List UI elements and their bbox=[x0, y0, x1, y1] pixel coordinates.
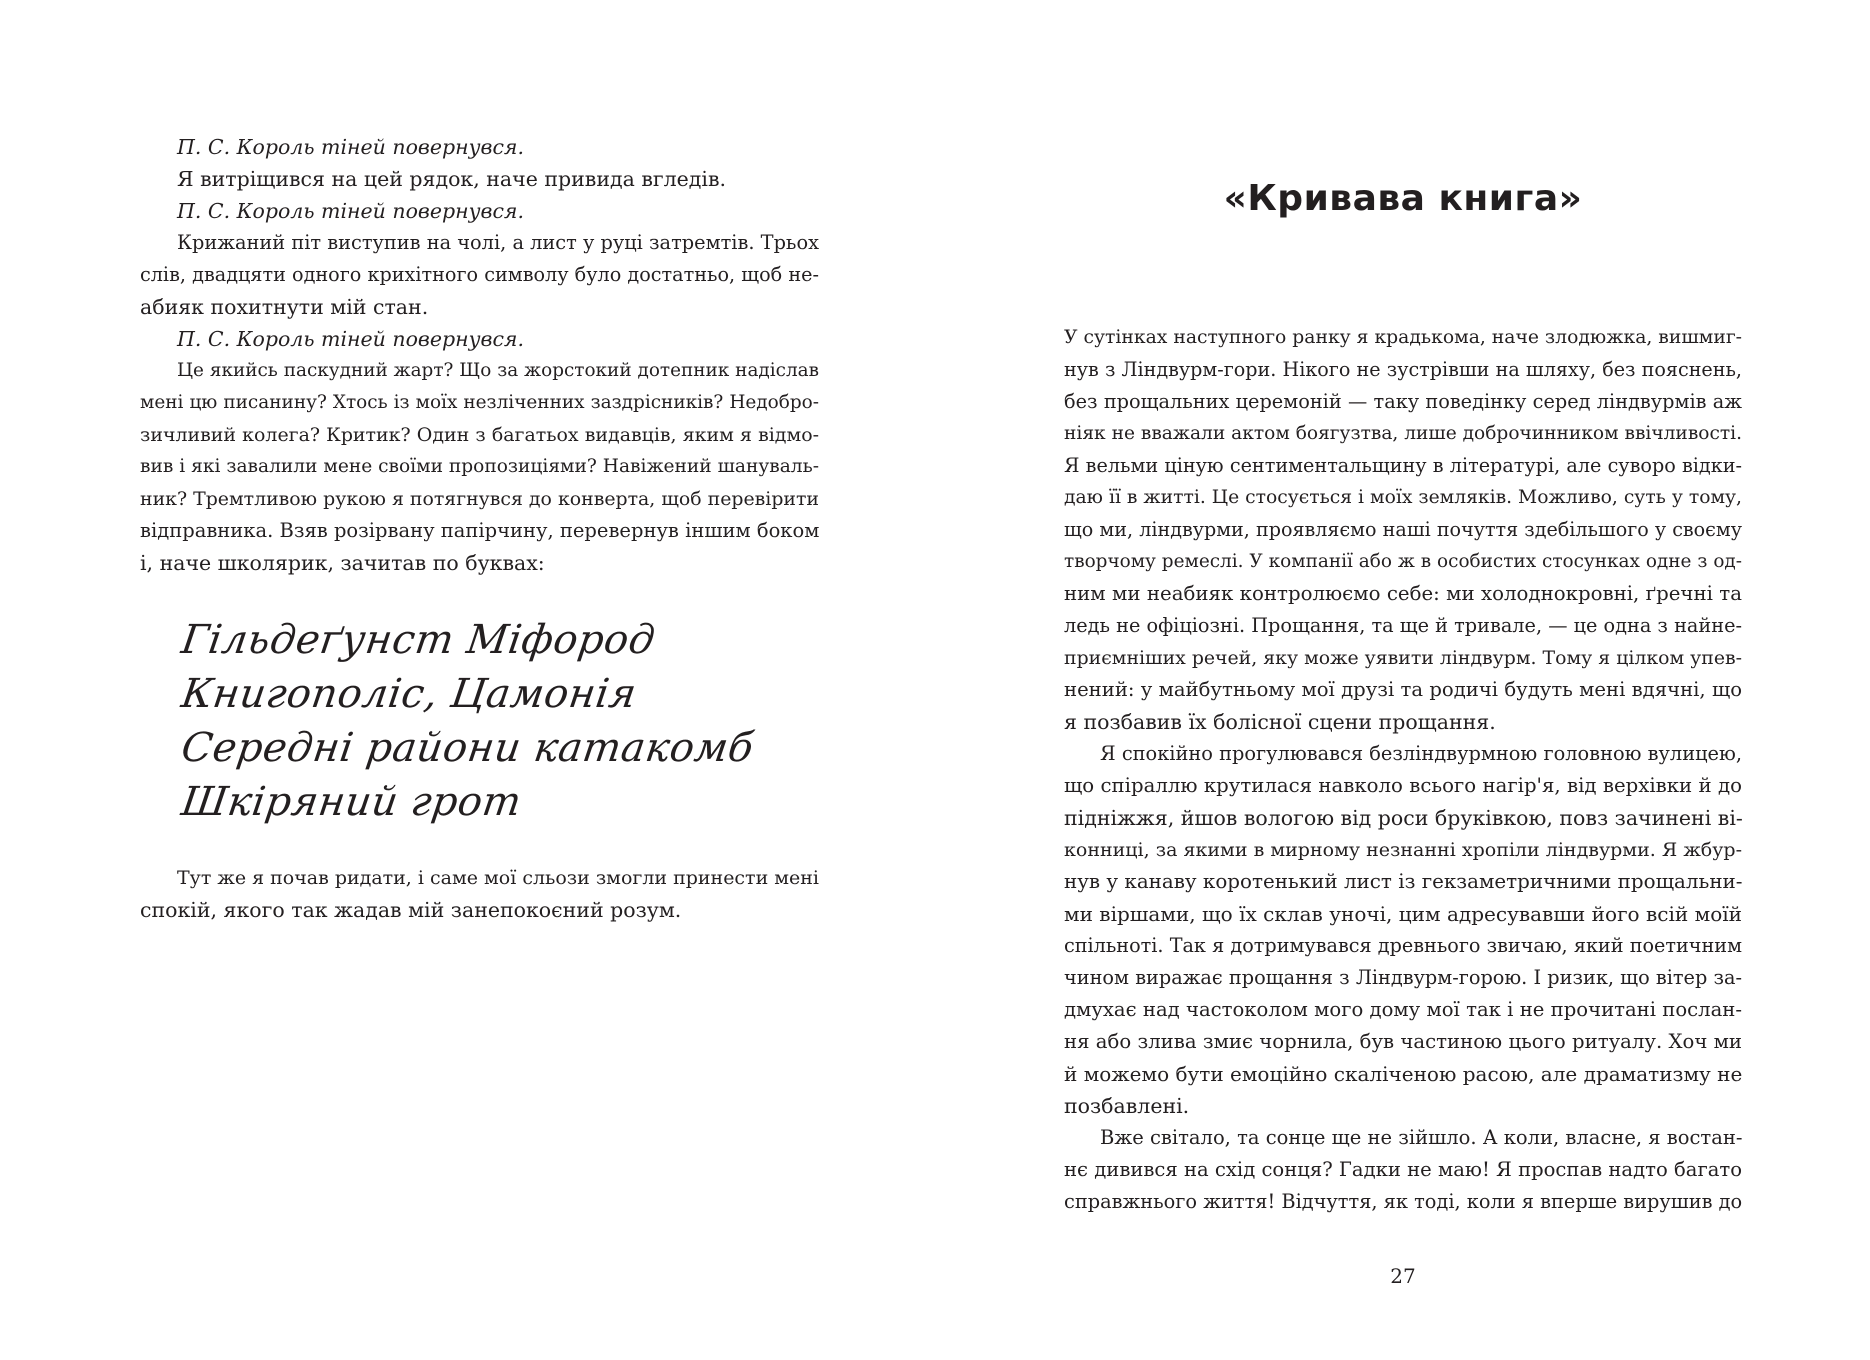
text-line: абияк похитнути мій стан. bbox=[140, 295, 429, 319]
text-line: підніжжя, йшов вологою від роси бруківкою, повз зачинені ві- bbox=[1064, 806, 1743, 830]
address-line: Середні райони катакомб bbox=[178, 725, 757, 771]
text-line: мені цю писанину? Хтось із моїх незліченних заздрісників? Недобро- bbox=[140, 392, 819, 413]
text-line: і, наче школярик, зачитав по буквах: bbox=[140, 551, 545, 575]
text-line: спільноті. Так я дотримувався древнього звичаю, який поетичним bbox=[1064, 934, 1742, 957]
text-line: нений: у майбутньому мої друзі та родичі будуть мені вдячні, що bbox=[1064, 678, 1742, 701]
ps-line: П. С. Король тіней повернувся. bbox=[177, 327, 525, 351]
text-line: дмухає над частоколом мого дому мої так і не прочитані послан- bbox=[1064, 998, 1742, 1021]
page-number: 27 bbox=[1390, 1264, 1416, 1288]
text-line: вив і які завалили мене своїми пропозиціями? Навіжений шануваль- bbox=[140, 456, 819, 477]
text-line: справжнього життя! Відчуття, як тоді, коли я вперше вирушив до bbox=[1064, 1190, 1743, 1213]
text-line: Я спокійно прогулювався безліндвурмною головною вулицею, bbox=[1100, 742, 1742, 765]
text-line: Я витріщився на цей рядок, наче привида вгледів. bbox=[177, 167, 727, 191]
text-line: зичливий колега? Критик? Один з багатьох видавців, яким я відмо- bbox=[140, 424, 819, 446]
text-line: Вже світало, та сонце ще не зійшло. А коли, власне, я востан- bbox=[1100, 1126, 1743, 1149]
text-line: нє дивився на схід сонця? Гадки не маю! Я проспав надто багато bbox=[1064, 1158, 1742, 1181]
text-line: нув у канаву коротенький лист із гекзаметричними прощальни- bbox=[1064, 870, 1743, 893]
text-line: Я вельми ціную сентиментальщину в літературі, але суворо відки- bbox=[1064, 454, 1742, 477]
text-line: без прощальних церемоній — таку поведінку серед ліндвурмів аж bbox=[1064, 390, 1742, 413]
text-line: творчому ремеслі. У компанії або ж в особистих стосунках одне з од- bbox=[1064, 551, 1742, 572]
text-line: ник? Тремтливою рукою я потягнувся до конверта, щоб перевірити bbox=[140, 488, 819, 510]
address-line: Книгополіс, Цамонія bbox=[178, 671, 640, 717]
text-line: спокій, якого так жадав мій занепокоєний розум. bbox=[140, 898, 682, 922]
text-line: Тут же я почав ридати, і саме мої сльози змогли принести мені bbox=[177, 867, 819, 889]
text-line: нув з Ліндвурм-гори. Нікого не зустрівши на шляху, без пояснень, bbox=[1064, 358, 1742, 381]
ps-line: П. С. Король тіней повернувся. bbox=[177, 135, 525, 159]
text-line: У сутінках наступного ранку я крадькома, наче злодюжка, вишмиг- bbox=[1064, 327, 1743, 348]
text-line: конниці, за якими в мирному незнанні хропіли ліндвурми. Я жбур- bbox=[1064, 839, 1742, 861]
address-line: Шкіряний грот bbox=[178, 779, 525, 825]
text-line: Крижаний піт виступив на чолі, а лист у руці затремтів. Трьох bbox=[177, 231, 819, 254]
address-line: Гільдеґунст Міфород bbox=[178, 617, 659, 663]
ps-line: П. С. Король тіней повернувся. bbox=[177, 199, 525, 223]
text-line: відправника. Взяв розірвану папірчину, перевернув іншим боком bbox=[140, 519, 820, 542]
text-line: ним ми неабияк контролюємо себе: ми холоднокровні, ґречні та bbox=[1064, 582, 1742, 605]
text-line: що спіраллю крутилася навколо всього нагір'я, від верхівки й до bbox=[1064, 774, 1742, 797]
text-line: чином виражає прощання з Ліндвурм-горою. І ризик, що вітер за- bbox=[1064, 966, 1742, 989]
chapter-title: «Кривава книга» bbox=[1223, 178, 1583, 219]
text-line: приємніших речей, яку може уявити ліндвурм. Тому я цілком упев- bbox=[1064, 647, 1742, 669]
text-line: ніяк не вважали актом боягузтва, лише доброчинником ввічливості. bbox=[1064, 423, 1742, 444]
text-line: Це якийсь паскудний жарт? Що за жорстокий дотепник надіслав bbox=[177, 360, 819, 381]
text-line: ми віршами, що їх склав уночі, цим адресувавши його всій моїй bbox=[1064, 902, 1742, 926]
text-line: й можемо бути емоційно скаліченою расою, але драматизму не bbox=[1064, 1062, 1743, 1086]
text-line: що ми, ліндвурми, проявляємо наші почуття здебільшого у своєму bbox=[1064, 518, 1742, 541]
text-line: позбавлені. bbox=[1064, 1094, 1190, 1118]
text-line: ледь не офіціозні. Прощання, та ще й тривале, — це одна з найне- bbox=[1064, 614, 1742, 637]
text-line: слів, двадцяти одного крихітного символу було достатньо, щоб не- bbox=[140, 263, 819, 286]
text-line: даю її в житті. Це стосується і моїх земляків. Можливо, суть у тому, bbox=[1064, 487, 1742, 508]
text-line: я позбавив їх болісної сцени прощання. bbox=[1064, 710, 1496, 734]
text-line: ня або злива змиє чорнила, був частиною цього ритуалу. Хоч ми bbox=[1064, 1030, 1742, 1053]
